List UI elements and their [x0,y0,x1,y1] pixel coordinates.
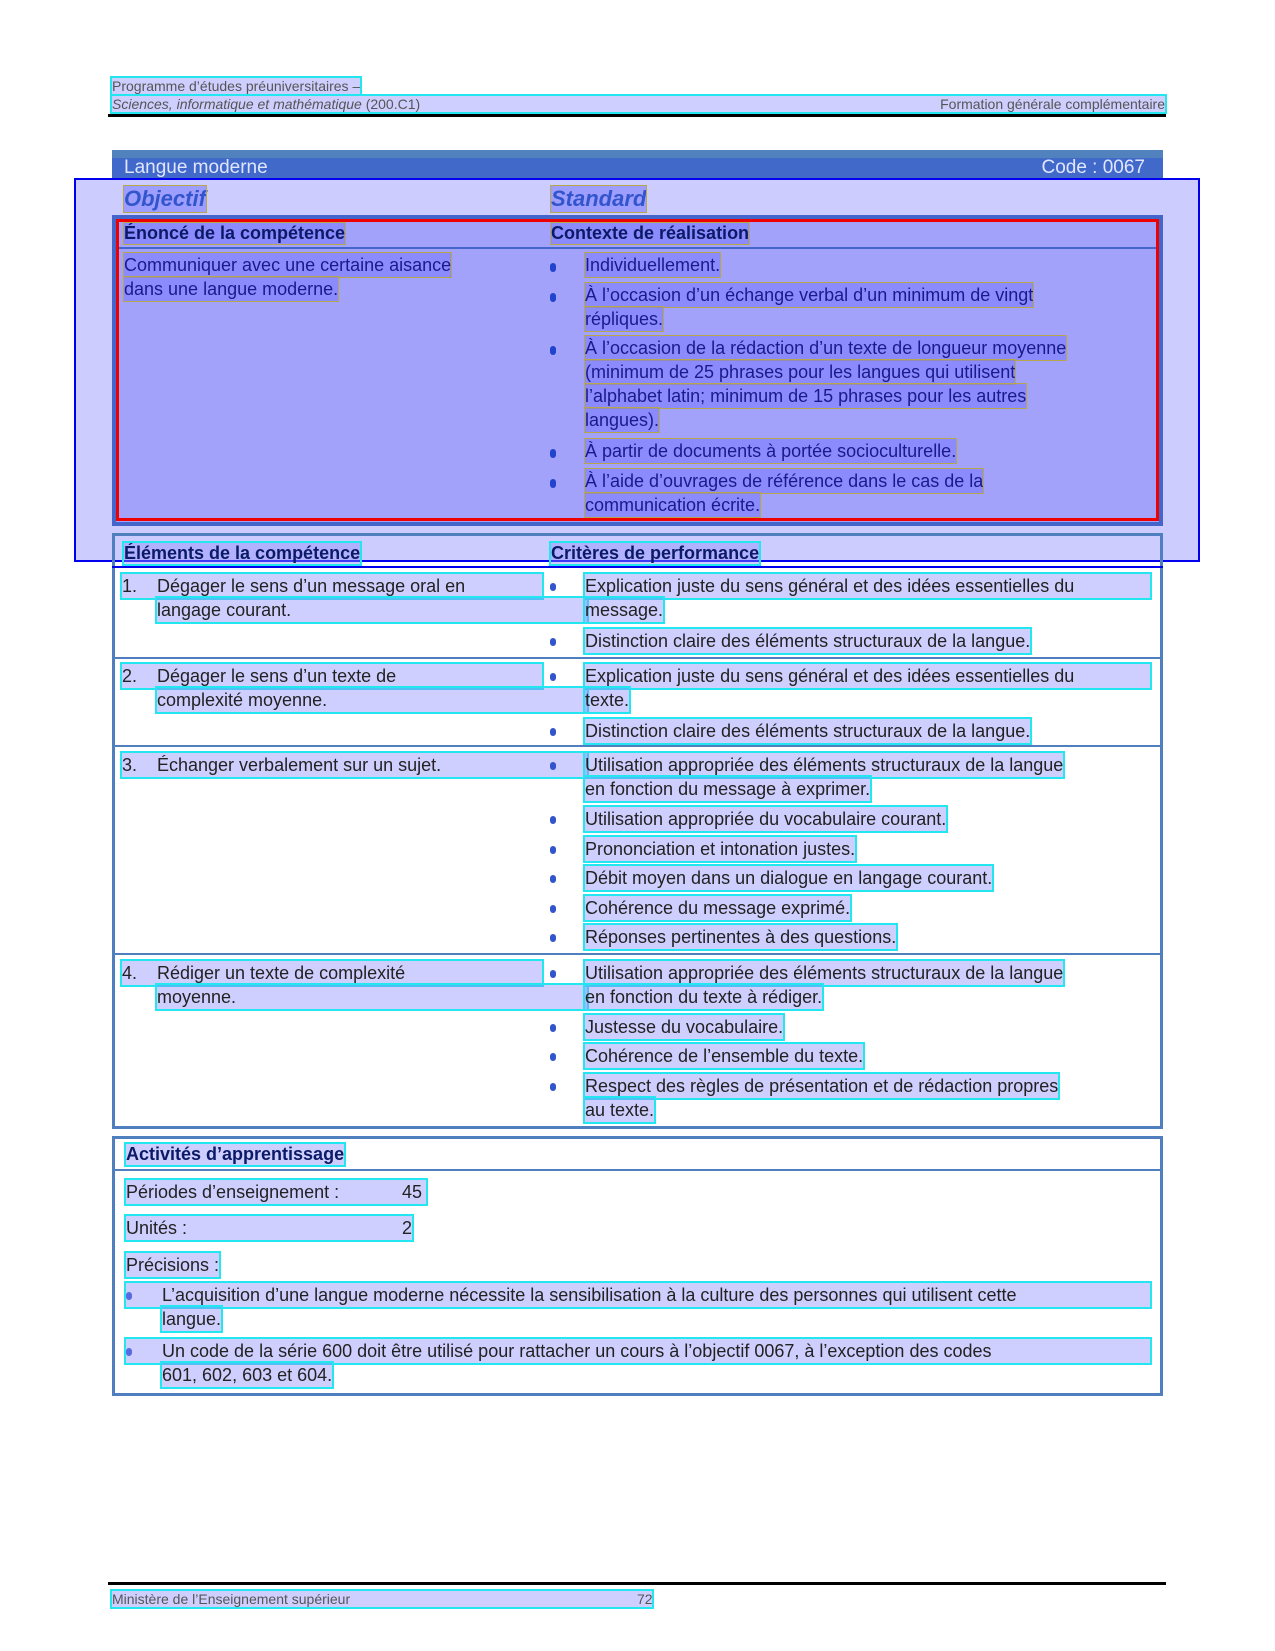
element-text: Dégager le sens d’un texte de [157,666,397,686]
bullet-icon [550,905,556,913]
element-row [122,753,587,777]
contexte-item: À partir de documents à portée socioculturelle. [585,441,957,461]
precision-item: L’acquisition d’une langue moderne nécessite la sensibilisation à la culture des personnes qui utilisent cette [126,1283,1150,1307]
criteres-header: Critères de performance [551,543,760,563]
unites-value: 2 [402,1218,413,1238]
criterion: Distinction claire des éléments structuraux de la langue. [585,631,1031,651]
element-text: Dégager le sens d’un message oral en [157,576,466,596]
precisions-label: Précisions : [126,1255,220,1275]
criterion: Utilisation appropriée des éléments structuraux de la langue [585,963,1064,983]
bullet-icon [550,1024,556,1032]
row-divider [112,745,1163,747]
activites-header: Activités d’apprentissage [126,1144,345,1164]
criterion: Distinction claire des éléments structuraux de la langue. [585,721,1031,741]
element-number: 2. [122,666,138,686]
criterion: Réponses pertinentes à des questions. [585,927,897,947]
periodes-value: 45 [402,1182,423,1202]
bullet-icon [550,728,556,736]
unites-row [126,1216,412,1240]
periodes-row [126,1180,426,1204]
element-number: 4. [122,963,138,983]
bullet-icon [550,762,556,770]
bullet-icon [550,449,556,458]
contexte-item: À l’aide d’ouvrages de référence dans le cas de la [585,471,984,491]
element-text: Rédiger un texte de complexité [157,963,406,983]
criterion-cont: texte. [585,690,630,710]
contexte-item-cont: langues). [585,410,660,430]
elements-section [112,533,1163,1129]
precision-item: Un code de la série 600 doit être utilisé pour rattacher un cours à l’objectif 0067, à l’exception des codes [126,1339,1150,1363]
enonce-header: Énoncé de la compétence [124,223,346,243]
competence-header-divider [119,247,1156,249]
footer-divider [108,1582,1166,1585]
contexte-item-cont: l’alphabet latin; minimum de 15 phrases pour les autres [585,386,1027,406]
element-text-cont: moyenne. [157,985,587,1009]
bullet-icon [550,346,556,355]
criterion: Cohérence de l’ensemble du texte. [585,1046,864,1066]
element-row [122,664,542,688]
course-title: Langue moderne [124,157,268,178]
bullet-icon [550,934,556,942]
elements-header-divider [112,566,1163,568]
element-text-cont: langage courant. [157,598,587,622]
criterion: Prononciation et intonation justes. [585,839,856,859]
criterion-cont: au texte. [585,1100,655,1120]
contexte-item: À l’occasion de la rédaction d’un texte de longueur moyenne [585,338,1067,358]
program-name: Sciences, informatique et mathématique [112,96,362,112]
element-text: Échanger verbalement sur un sujet. [157,755,442,775]
page-header [112,78,1165,116]
unites-label: Unités : [126,1218,188,1238]
course-title-bar [112,150,1163,180]
elements-header: Éléments de la compétence [124,543,361,563]
criterion: Utilisation appropriée des éléments structuraux de la langue [585,755,1064,775]
bullet-icon [550,673,556,681]
activites-header-divider [112,1169,1163,1171]
bullet-icon [550,970,556,978]
enonce-line-1: Communiquer avec une certaine aisance [124,255,452,275]
bullet-icon [550,583,556,591]
row-divider [112,657,1163,659]
criterion-cont: message. [585,600,664,620]
contexte-item-cont: communication écrite. [585,495,761,515]
objectif-label: Objectif [124,186,206,211]
element-row [122,961,542,985]
criterion: Explication juste du sens général et des idées essentielles du [585,664,1150,688]
contexte-item-cont: répliques. [585,309,664,329]
contexte-header: Contexte de réalisation [551,223,750,243]
bullet-icon [550,638,556,646]
bullet-icon [550,816,556,824]
criterion: Justesse du vocabulaire. [585,1017,784,1037]
element-number: 3. [122,755,138,775]
criterion: Cohérence du message exprimé. [585,898,851,918]
criterion-cont: en fonction du texte à rédiger. [585,987,823,1007]
row-divider [112,953,1163,955]
bullet-icon [550,875,556,883]
criterion: Utilisation appropriée du vocabulaire courant. [585,809,947,829]
page-number: 72 [637,1591,653,1607]
periodes-label: Périodes d’enseignement : [126,1182,340,1202]
course-code: Code : 0067 [1041,157,1145,178]
standard-label: Standard [551,186,647,211]
precision-item-cont: langue. [162,1309,222,1329]
bullet-icon [550,479,556,488]
contexte-item: Individuellement. [585,255,721,275]
bullet-icon [550,293,556,302]
contexte-item-cont: (minimum de 25 phrases pour les langues qui utilisent [585,362,1016,382]
criterion: Débit moyen dans un dialogue en langage courant. [585,868,993,888]
contexte-item: À l’occasion d’un échange verbal d’un minimum de vingt [585,285,1034,305]
program-title: Programme d’études préuniversitaires – [112,78,361,94]
bullet-icon [550,1053,556,1061]
enonce-line-2: dans une langue moderne. [124,279,339,299]
element-row [122,574,542,598]
precision-item-cont: 601, 602, 603 et 604. [162,1365,333,1385]
element-text-cont: complexité moyenne. [157,688,587,712]
bullet-icon [550,1083,556,1091]
program-code: (200.C1) [361,96,421,112]
footer-ministry: Ministère de l’Enseignement supérieur [112,1591,652,1607]
criterion-cont: en fonction du message à exprimer. [585,779,871,799]
element-number: 1. [122,576,138,596]
bullet-icon [550,263,556,272]
header-divider [108,114,1166,117]
formation-label: Formation générale complémentaire [940,96,1165,112]
criterion: Respect des règles de présentation et de rédaction propres [585,1076,1059,1096]
criterion: Explication juste du sens général et des idées essentielles du [585,574,1150,598]
bullet-icon [550,846,556,854]
